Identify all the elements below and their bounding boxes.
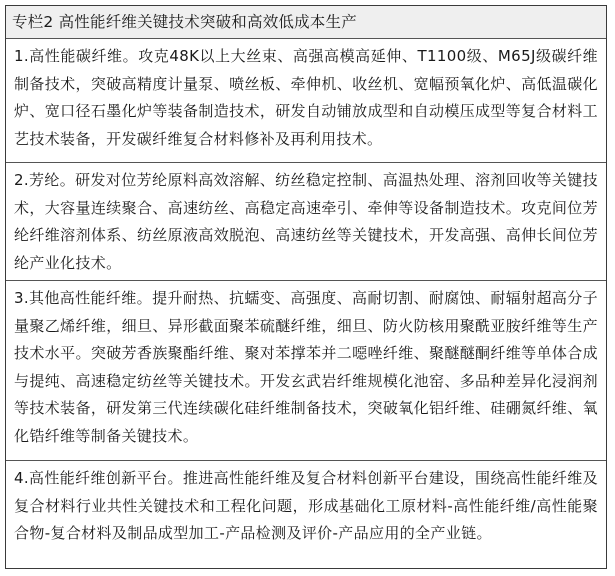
section-innovation-platform: 4.高性能纤维创新平台。推进高性能纤维及复合材料创新平台建设，围绕高性能纤维及复合材料行业共性关键技术和工程化问题，形成基础化工原材料-高性能纤维/高性能聚合物-复合材料及制品成型加工-产品检测及评价-产品应用的全产业链。 xyxy=(14,469,598,543)
column-box xyxy=(5,5,607,569)
section-carbon-fiber: 1.高性能碳纤维。攻克48K以上大丝束、高强高模高延伸、T1100级、M65J级碳纤维制备技术，突破高精度计量泵、喷丝板、牵伸机、收丝机、宽幅预氧化炉、高低温碳化炉、宽口径石墨化炉等装备制造技术，研发自动铺放成型和自动模压成型等复合材料工艺技术装备，开发碳纤维复合材料修补及再利用技术。 xyxy=(6,39,606,163)
column-title: 专栏2 高性能纤维关键技术突破和高效低成本生产 xyxy=(6,6,606,39)
section-aramid: 2.芳纶。研发对位芳纶原料高效溶解、纺丝稳定控制、高温热处理、溶剂回收等关键技术，大容量连续聚合、高速纺丝、高稳定高速牵引、牵伸等设备制造技术。攻克间位芳纶纤维溶剂体系、纺丝原液高效脱泡、高速纺丝等关键技术，开发高强、高伸长间位芳纶产业化技术。 xyxy=(6,163,606,281)
section-other-fibers: 3.其他高性能纤维。提升耐热、抗蠕变、高强度、高耐切割、耐腐蚀、耐辐射超高分子量聚乙烯纤维，细旦、异形截面聚苯硫醚纤维，细旦、防火防核用聚酰亚胺纤维等生产技术水平。突破芳香族聚酯纤维、聚对苯撑苯并二噁唑纤维、聚醚醚酮纤维等单体合成与提纯、高速稳定纺丝等关键技术。开发玄武岩纤维规模化池窑、多品种差异化浸润剂等技术装备，研发第三代连续碳化硅纤维制备技术，突破氧化铝纤维、硅硼氮纤维、氧化锆纤维等制备关键技术。 xyxy=(6,281,606,461)
